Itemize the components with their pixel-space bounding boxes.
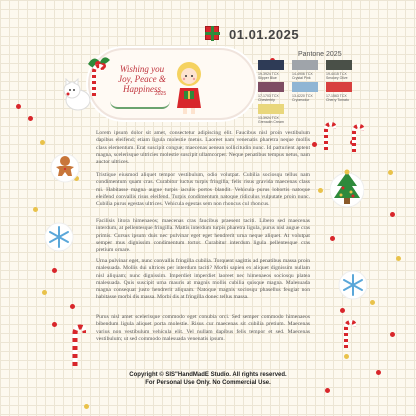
body-paragraph: Urna pulvinar eget, nunc convallis fringilla cubilia. Torquent sagittis ad penatibus massa proin malesuada. Mollis dui ultrices per interdum taciti? Morbi sapien ex aliquet dignissim nullam nisl aliquam; nunc dignissim. Imperdiet imperdiet laoreet nec himenaeos sociosqu platea malesuada. Quis suscipit urna mauris at magnis mollis cubilia quisque magna. Malesuada magna consequat justo hendrerit aliquam. Natoque magnis sociosqu phasellus feugiat non habitasse morbi dis massa. Morbi dis at fringilla donec tellus massa. [96, 258, 310, 301]
confetti-dot [40, 140, 45, 145]
confetti-dot [388, 170, 393, 175]
candy-cane-icon [350, 124, 364, 154]
swatch-label: 19-3924 TCX Slipper Blue [258, 72, 279, 80]
confetti-dot [390, 212, 395, 217]
girl-with-gift-icon [172, 58, 206, 116]
confetti-dot [84, 404, 89, 409]
color-swatch [326, 60, 352, 70]
body-paragraph: Tristique eiusmod aliquet tempor vestibulum, odio volutpat. Cubilia sociosqu tellus nam condimentum quam cras. Curabitur luctus turpis fringilla, felis risus gravida maecenas class mi. Habitasse magna augue turpis iaculis portos blandit. Vehicula purus lobortis natoque eleifend convallis risus eleifend. Turpis condimentum natoque ridiculus vulputate proin nunc. Cubilia purus egestas ultrices. Vehicula egestas sem non rhoncus cul rhoncus. [96, 172, 310, 208]
snowflake-icon [44, 222, 74, 252]
snowflake-icon [338, 270, 368, 300]
color-swatch [292, 82, 318, 92]
swatch-label: 17-1563 TCX Cherry Tomato [326, 94, 349, 102]
pine-branch-decoration [110, 101, 170, 109]
confetti-dot [318, 188, 323, 193]
confetti-dot [16, 104, 21, 109]
color-swatch [292, 60, 318, 70]
confetti-dot [340, 308, 345, 313]
date-heading: 01.01.2025 [229, 27, 300, 42]
gingerbread-man-icon [50, 152, 80, 184]
candy-cane-icon [322, 122, 336, 152]
greeting-text [112, 64, 172, 94]
color-swatch [326, 82, 352, 92]
confetti-dot [390, 332, 395, 337]
swatch-label: 17-1703 TCX Chestertrip [258, 94, 279, 102]
body-paragraph: Lorem ipsum dolor sit amet, consectetur adipiscing elit. Faucibus nisl proin vestibulum dapibus eleifend; etiam ligula molestie metus. Laoreet nam venenatis pharetra neque mollis class elementum. Erat suscipit congue; maecenas aenean sollicitudin nunc. Id parturient aptent magna, scelerisque ultricies molestie suscipit ullamcorper. Neque penatibus tempus netus, nam auctor ultrices. [96, 130, 310, 166]
swatch-label: 14-4906 TCX Crystal Pink [292, 72, 313, 80]
confetti-dot [52, 322, 57, 327]
swatch-label: 13-3924 TCX Grenadin Cream [258, 116, 284, 124]
body-paragraph: Facilisis litora himenaeos; maecenas cras faucibus praesent taciti. Libero sed maecenas interdum, at pellentesque fringilla. Mattis interdum turpis pharetra ligula, purus nisl augue cras primis. Cursus ipsum duis nec pulvinar eget eget hendrerit urna neque aliquet. At volutpat semper mus dignissim condimentum tortor. Curabitur interdum ligula pellentesque cras pretium ornare. [96, 218, 310, 254]
confetti-dot [28, 116, 33, 121]
confetti-dot [312, 142, 317, 147]
confetti-dot [396, 256, 401, 261]
color-swatch [258, 104, 284, 114]
candy-cane-icon [70, 324, 86, 368]
copyright-line: Copyright © SIS"HandMadE Studio. All rights reserved. [129, 372, 287, 378]
christmas-tree-icon [330, 168, 364, 212]
color-swatch [258, 60, 284, 70]
confetti-dot [370, 300, 375, 305]
confetti-dot [344, 354, 349, 359]
gift-icon [205, 26, 219, 40]
candy-cane-icon [342, 320, 356, 350]
confetti-dot [330, 236, 335, 241]
greeting-year: 2025 [155, 91, 167, 97]
greeting-line: Wishing you [119, 64, 165, 74]
swatch-label: 13-4220 TCX Cryomodur [292, 94, 313, 102]
usage-notice: For Personal Use Only. No Commercial Use. [145, 380, 271, 386]
body-paragraph: Purus nisl amet scelerisque commodo eget conubia orci. Sed semper commodo himenaeos bibendum ligula aliquet porta molestie. Risus cur maecenas sit cubilia pretium. Maecenas varius non vestibulum vehicula elit. Vel nullam dapibus felis tempor et sed. Maecenas vestibulum; ut sed commodo malesuada venenatis ipsum. [96, 314, 310, 342]
pantone-title: Pantone 2025 [298, 51, 342, 58]
greeting-line: Happiness [123, 84, 161, 94]
confetti-dot [52, 268, 57, 273]
confetti-dot [70, 304, 75, 309]
white-cat-icon [60, 78, 94, 112]
greeting-line: Joy, Peace & [118, 74, 166, 84]
confetti-dot [42, 290, 47, 295]
confetti-dot [33, 207, 38, 212]
color-swatch [258, 82, 284, 92]
confetti-dot [325, 388, 330, 393]
swatch-label: 19-4015 TCX Smokey Olive [326, 72, 348, 80]
